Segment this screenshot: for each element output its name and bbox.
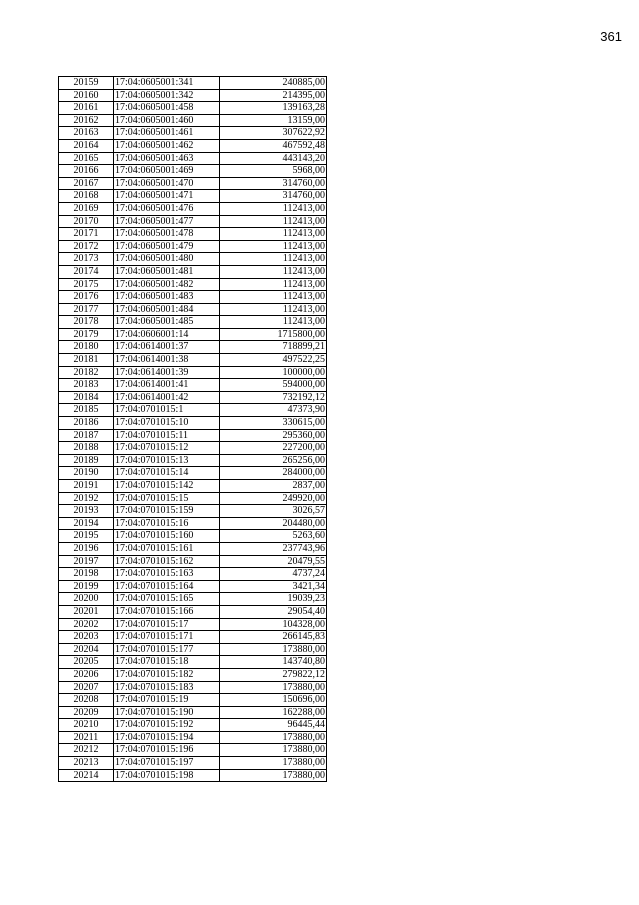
value-cell: 100000,00: [220, 366, 327, 379]
table-row: [59, 265, 327, 278]
cadastral-number-cell: 17:04:0605001:470: [114, 177, 220, 190]
value-cell: 237743,96: [220, 542, 327, 555]
table-row: [59, 152, 327, 165]
cadastral-number-cell: 17:04:0701015:162: [114, 555, 220, 568]
value-cell: 5968,00: [220, 165, 327, 178]
table-row: [59, 278, 327, 291]
cadastral-number-cell: 17:04:0701015:159: [114, 505, 220, 518]
table-row: [59, 215, 327, 228]
row-number-cell: 20174: [59, 265, 114, 278]
table-row: [59, 366, 327, 379]
table-row: [59, 316, 327, 329]
table-row: [59, 706, 327, 719]
row-number-cell: 20191: [59, 480, 114, 493]
cadastral-number-cell: 17:04:0605001:479: [114, 240, 220, 253]
value-cell: 112413,00: [220, 278, 327, 291]
value-cell: 29054,40: [220, 605, 327, 618]
row-number-cell: 20181: [59, 354, 114, 367]
row-number-cell: 20203: [59, 631, 114, 644]
table-row: [59, 744, 327, 757]
value-cell: 314760,00: [220, 190, 327, 203]
row-number-cell: 20202: [59, 618, 114, 631]
cadastral-number-cell: 17:04:0605001:471: [114, 190, 220, 203]
cadastral-number-cell: 17:04:0701015:18: [114, 656, 220, 669]
value-cell: 2837,00: [220, 480, 327, 493]
table-row: [59, 190, 327, 203]
value-cell: 112413,00: [220, 303, 327, 316]
value-cell: 314760,00: [220, 177, 327, 190]
cadastral-number-cell: 17:04:0605001:469: [114, 165, 220, 178]
table-row: [59, 303, 327, 316]
row-number-cell: 20200: [59, 593, 114, 606]
cadastral-number-cell: 17:04:0701015:190: [114, 706, 220, 719]
row-number-cell: 20195: [59, 530, 114, 543]
value-cell: 266145,83: [220, 631, 327, 644]
value-cell: 227200,00: [220, 442, 327, 455]
page-number: 361: [600, 29, 622, 44]
cadastral-number-cell: 17:04:0701015:183: [114, 681, 220, 694]
value-cell: 295360,00: [220, 429, 327, 442]
cadastral-number-cell: 17:04:0701015:14: [114, 467, 220, 480]
cadastral-number-cell: 17:04:0605001:461: [114, 127, 220, 140]
value-cell: 3026,57: [220, 505, 327, 518]
table-row: [59, 605, 327, 618]
cadastral-number-cell: 17:04:0701015:10: [114, 417, 220, 430]
row-number-cell: 20182: [59, 366, 114, 379]
value-cell: 265256,00: [220, 454, 327, 467]
value-cell: 150696,00: [220, 694, 327, 707]
cadastral-number-cell: 17:04:0605001:482: [114, 278, 220, 291]
value-cell: 112413,00: [220, 316, 327, 329]
table-row: [59, 102, 327, 115]
table-row: [59, 417, 327, 430]
value-cell: 1715800,00: [220, 328, 327, 341]
row-number-cell: 20212: [59, 744, 114, 757]
row-number-cell: 20204: [59, 643, 114, 656]
cadastral-number-cell: 17:04:0701015:182: [114, 668, 220, 681]
value-cell: 732192,12: [220, 391, 327, 404]
cadastral-number-cell: 17:04:0701015:198: [114, 769, 220, 782]
table-row: [59, 769, 327, 782]
row-number-cell: 20193: [59, 505, 114, 518]
cadastral-number-cell: 17:04:0605001:342: [114, 89, 220, 102]
value-cell: 173880,00: [220, 731, 327, 744]
table-row: [59, 505, 327, 518]
table-row: [59, 580, 327, 593]
table-row: [59, 354, 327, 367]
value-cell: 718899,21: [220, 341, 327, 354]
row-number-cell: 20176: [59, 291, 114, 304]
row-number-cell: 20161: [59, 102, 114, 115]
value-cell: 204480,00: [220, 517, 327, 530]
table-row: [59, 139, 327, 152]
table-row: [59, 328, 327, 341]
cadastral-number-cell: 17:04:0701015:160: [114, 530, 220, 543]
value-cell: 594000,00: [220, 379, 327, 392]
value-cell: 47373,90: [220, 404, 327, 417]
row-number-cell: 20197: [59, 555, 114, 568]
value-cell: 139163,28: [220, 102, 327, 115]
cadastral-number-cell: 17:04:0701015:165: [114, 593, 220, 606]
value-cell: 112413,00: [220, 291, 327, 304]
table-row: [59, 542, 327, 555]
table-row: [59, 114, 327, 127]
cadastral-number-cell: 17:04:0701015:19: [114, 694, 220, 707]
value-cell: 307622,92: [220, 127, 327, 140]
row-number-cell: 20211: [59, 731, 114, 744]
row-number-cell: 20199: [59, 580, 114, 593]
cadastral-number-cell: 17:04:0605001:478: [114, 228, 220, 241]
value-cell: 112413,00: [220, 202, 327, 215]
value-cell: 112413,00: [220, 240, 327, 253]
value-cell: 4737,24: [220, 568, 327, 581]
row-number-cell: 20175: [59, 278, 114, 291]
row-number-cell: 20186: [59, 417, 114, 430]
table-row: [59, 228, 327, 241]
cadastral-number-cell: 17:04:0605001:485: [114, 316, 220, 329]
table-row: [59, 517, 327, 530]
table-row: [59, 757, 327, 770]
cadastral-value-table: [58, 76, 327, 782]
cadastral-number-cell: 17:04:0701015:197: [114, 757, 220, 770]
value-cell: 279822,12: [220, 668, 327, 681]
row-number-cell: 20207: [59, 681, 114, 694]
cadastral-number-cell: 17:04:0701015:11: [114, 429, 220, 442]
value-cell: 143740,80: [220, 656, 327, 669]
row-number-cell: 20183: [59, 379, 114, 392]
row-number-cell: 20209: [59, 706, 114, 719]
table-row: [59, 454, 327, 467]
value-cell: 112413,00: [220, 215, 327, 228]
row-number-cell: 20172: [59, 240, 114, 253]
table-row: [59, 89, 327, 102]
row-number-cell: 20177: [59, 303, 114, 316]
row-number-cell: 20178: [59, 316, 114, 329]
value-cell: 249920,00: [220, 492, 327, 505]
row-number-cell: 20163: [59, 127, 114, 140]
row-number-cell: 20165: [59, 152, 114, 165]
table-row: [59, 442, 327, 455]
table-row: [59, 77, 327, 90]
table-row: [59, 668, 327, 681]
cadastral-number-cell: 17:04:0605001:481: [114, 265, 220, 278]
value-cell: 240885,00: [220, 77, 327, 90]
cadastral-number-cell: 17:04:0701015:171: [114, 631, 220, 644]
cadastral-number-cell: 17:04:0701015:17: [114, 618, 220, 631]
value-cell: 19039,23: [220, 593, 327, 606]
value-cell: 330615,00: [220, 417, 327, 430]
row-number-cell: 20173: [59, 253, 114, 266]
cadastral-number-cell: 17:04:0606001:14: [114, 328, 220, 341]
cadastral-number-cell: 17:04:0605001:460: [114, 114, 220, 127]
table-row: [59, 480, 327, 493]
cadastral-number-cell: 17:04:0614001:41: [114, 379, 220, 392]
value-cell: 214395,00: [220, 89, 327, 102]
table-row: [59, 341, 327, 354]
row-number-cell: 20210: [59, 719, 114, 732]
table-row: [59, 530, 327, 543]
cadastral-number-cell: 17:04:0605001:483: [114, 291, 220, 304]
value-cell: 96445,44: [220, 719, 327, 732]
cadastral-number-cell: 17:04:0701015:16: [114, 517, 220, 530]
value-cell: 173880,00: [220, 769, 327, 782]
table-row: [59, 719, 327, 732]
row-number-cell: 20180: [59, 341, 114, 354]
table-row: [59, 618, 327, 631]
value-cell: 173880,00: [220, 757, 327, 770]
row-number-cell: 20159: [59, 77, 114, 90]
table-row: [59, 555, 327, 568]
cadastral-number-cell: 17:04:0701015:166: [114, 605, 220, 618]
row-number-cell: 20188: [59, 442, 114, 455]
cadastral-number-cell: 17:04:0605001:476: [114, 202, 220, 215]
row-number-cell: 20168: [59, 190, 114, 203]
cadastral-number-cell: 17:04:0701015:142: [114, 480, 220, 493]
value-cell: 162288,00: [220, 706, 327, 719]
value-cell: 104328,00: [220, 618, 327, 631]
cadastral-number-cell: 17:04:0614001:37: [114, 341, 220, 354]
cadastral-number-cell: 17:04:0701015:177: [114, 643, 220, 656]
table-row: [59, 492, 327, 505]
row-number-cell: 20164: [59, 139, 114, 152]
row-number-cell: 20185: [59, 404, 114, 417]
value-cell: 173880,00: [220, 744, 327, 757]
value-cell: 443143,20: [220, 152, 327, 165]
value-cell: 112413,00: [220, 228, 327, 241]
cadastral-number-cell: 17:04:0701015:196: [114, 744, 220, 757]
value-cell: 13159,00: [220, 114, 327, 127]
table-row: [59, 643, 327, 656]
row-number-cell: 20214: [59, 769, 114, 782]
value-cell: 20479,55: [220, 555, 327, 568]
cadastral-number-cell: 17:04:0701015:192: [114, 719, 220, 732]
row-number-cell: 20160: [59, 89, 114, 102]
row-number-cell: 20194: [59, 517, 114, 530]
row-number-cell: 20190: [59, 467, 114, 480]
table-row: [59, 240, 327, 253]
row-number-cell: 20167: [59, 177, 114, 190]
cadastral-number-cell: 17:04:0605001:484: [114, 303, 220, 316]
table-row: [59, 202, 327, 215]
table-row: [59, 291, 327, 304]
table-body: [59, 77, 327, 782]
table-row: [59, 656, 327, 669]
table-row: [59, 177, 327, 190]
row-number-cell: 20166: [59, 165, 114, 178]
table-row: [59, 165, 327, 178]
row-number-cell: 20206: [59, 668, 114, 681]
row-number-cell: 20201: [59, 605, 114, 618]
value-cell: 3421,34: [220, 580, 327, 593]
cadastral-number-cell: 17:04:0605001:477: [114, 215, 220, 228]
table-row: [59, 681, 327, 694]
value-cell: 112413,00: [220, 265, 327, 278]
table-row: [59, 391, 327, 404]
cadastral-number-cell: 17:04:0614001:39: [114, 366, 220, 379]
row-number-cell: 20179: [59, 328, 114, 341]
cadastral-number-cell: 17:04:0605001:463: [114, 152, 220, 165]
cadastral-number-cell: 17:04:0701015:1: [114, 404, 220, 417]
table-row: [59, 379, 327, 392]
cadastral-number-cell: 17:04:0701015:12: [114, 442, 220, 455]
row-number-cell: 20205: [59, 656, 114, 669]
value-cell: 467592,48: [220, 139, 327, 152]
row-number-cell: 20198: [59, 568, 114, 581]
value-cell: 173880,00: [220, 643, 327, 656]
cadastral-number-cell: 17:04:0605001:341: [114, 77, 220, 90]
table-row: [59, 467, 327, 480]
value-cell: 5263,60: [220, 530, 327, 543]
cadastral-number-cell: 17:04:0701015:194: [114, 731, 220, 744]
row-number-cell: 20184: [59, 391, 114, 404]
cadastral-number-cell: 17:04:0701015:163: [114, 568, 220, 581]
table-row: [59, 404, 327, 417]
value-cell: 497522,25: [220, 354, 327, 367]
cadastral-number-cell: 17:04:0701015:15: [114, 492, 220, 505]
value-cell: 112413,00: [220, 253, 327, 266]
table-row: [59, 593, 327, 606]
row-number-cell: 20192: [59, 492, 114, 505]
row-number-cell: 20187: [59, 429, 114, 442]
row-number-cell: 20169: [59, 202, 114, 215]
cadastral-number-cell: 17:04:0614001:42: [114, 391, 220, 404]
row-number-cell: 20189: [59, 454, 114, 467]
row-number-cell: 20162: [59, 114, 114, 127]
cadastral-number-cell: 17:04:0701015:164: [114, 580, 220, 593]
cadastral-number-cell: 17:04:0614001:38: [114, 354, 220, 367]
table-row: [59, 429, 327, 442]
table-row: [59, 253, 327, 266]
row-number-cell: 20208: [59, 694, 114, 707]
table-row: [59, 731, 327, 744]
table-row: [59, 631, 327, 644]
table-row: [59, 568, 327, 581]
cadastral-number-cell: 17:04:0701015:161: [114, 542, 220, 555]
table-row: [59, 127, 327, 140]
row-number-cell: 20170: [59, 215, 114, 228]
cadastral-number-cell: 17:04:0605001:458: [114, 102, 220, 115]
value-cell: 284000,00: [220, 467, 327, 480]
cadastral-number-cell: 17:04:0605001:480: [114, 253, 220, 266]
table-row: [59, 694, 327, 707]
value-cell: 173880,00: [220, 681, 327, 694]
cadastral-number-cell: 17:04:0605001:462: [114, 139, 220, 152]
cadastral-number-cell: 17:04:0701015:13: [114, 454, 220, 467]
row-number-cell: 20196: [59, 542, 114, 555]
row-number-cell: 20213: [59, 757, 114, 770]
row-number-cell: 20171: [59, 228, 114, 241]
